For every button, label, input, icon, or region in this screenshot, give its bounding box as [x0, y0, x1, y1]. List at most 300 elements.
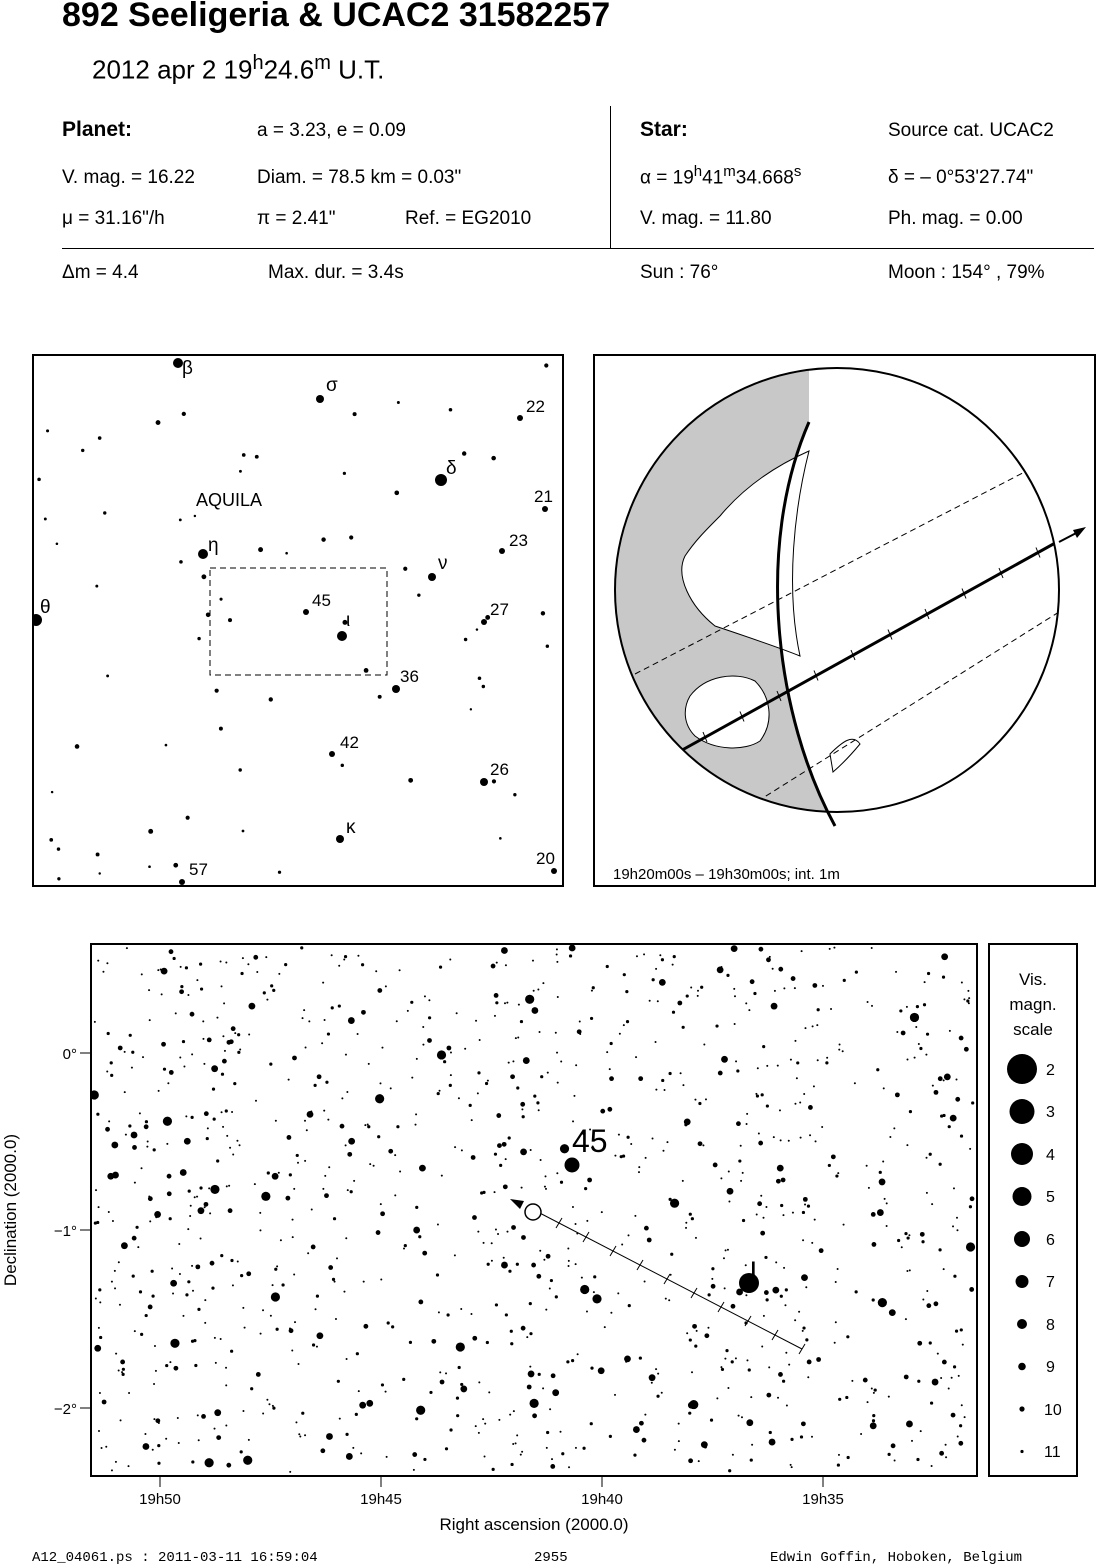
field-star: [185, 1293, 188, 1296]
field-star: [110, 1061, 113, 1064]
field-star: [385, 1391, 387, 1393]
field-star: [497, 1233, 499, 1235]
field-star: [99, 1301, 101, 1303]
field-star: [825, 1061, 828, 1064]
field-star: [171, 1268, 173, 1270]
field-star: [216, 1435, 221, 1440]
field-star: [477, 1092, 479, 1094]
finder-star: [481, 619, 487, 625]
field-star: [790, 1464, 792, 1466]
field-star: [461, 1149, 463, 1151]
field-star: [509, 1414, 511, 1416]
field-star: [678, 1423, 680, 1425]
field-star: [950, 1115, 957, 1122]
field-star: [590, 1367, 593, 1370]
field-star: [877, 1209, 884, 1216]
finder-starfield: [34, 356, 562, 885]
field-star: [515, 1037, 517, 1039]
planet-heading: Planet:: [62, 118, 133, 141]
field-star: [592, 1294, 601, 1303]
field-star: [872, 1298, 875, 1301]
field-star: [777, 1397, 779, 1399]
field-star: [246, 1271, 251, 1276]
field-star: [652, 1137, 654, 1139]
field-star: [390, 1087, 392, 1089]
field-star: [261, 1192, 270, 1201]
field-star: [296, 1154, 299, 1157]
finder-star: [403, 567, 407, 571]
finder-star: [470, 708, 472, 710]
field-star: [197, 1414, 199, 1416]
field-star: [275, 1120, 277, 1122]
field-star: [289, 1173, 292, 1176]
track-tick: [583, 1232, 589, 1242]
field-star: [153, 1148, 156, 1151]
field-star: [242, 1410, 244, 1412]
field-star: [628, 1304, 631, 1307]
field-star: [475, 1020, 477, 1022]
field-star: [387, 1321, 390, 1324]
field-star: [738, 1289, 740, 1291]
scale-dot: [1017, 1319, 1027, 1329]
field-star: [606, 965, 609, 968]
field-star: [92, 1090, 99, 1099]
field-star: [967, 990, 969, 992]
star-45: [565, 1158, 580, 1173]
field-star: [917, 1341, 922, 1346]
field-star: [169, 1070, 174, 1075]
field-star: [494, 993, 499, 998]
field-star: [413, 1469, 415, 1471]
field-star: [633, 1426, 640, 1433]
star-ra-s: s: [793, 163, 802, 180]
field-star: [909, 1269, 911, 1271]
field-star: [726, 974, 729, 977]
field-star: [220, 960, 222, 962]
field-star: [358, 1390, 360, 1392]
field-star: [312, 1343, 315, 1346]
field-star: [822, 985, 824, 987]
field-star: [248, 1439, 250, 1441]
field-star: [814, 1219, 816, 1221]
field-star: [336, 1257, 338, 1259]
footer-number: 2955: [534, 1550, 568, 1566]
field-star: [385, 985, 387, 987]
field-star: [166, 1143, 168, 1145]
field-star: [733, 988, 735, 990]
field-star: [206, 1137, 209, 1140]
field-star: [945, 1444, 947, 1446]
field-star: [530, 1149, 532, 1151]
field-star: [923, 1003, 926, 1006]
planet-parallax: π = 2.41": [257, 208, 336, 229]
finder-label-22: 22: [526, 397, 545, 416]
field-star: [678, 1440, 680, 1442]
finder-star: [478, 676, 482, 680]
field-star: [124, 1051, 126, 1053]
field-star: [867, 1001, 869, 1003]
field-star: [369, 1163, 371, 1165]
field-star: [402, 1378, 405, 1381]
scale-title-2: magn.: [1009, 995, 1057, 1014]
field-star: [932, 1379, 939, 1386]
field-star: [959, 1036, 964, 1041]
field-star: [357, 1033, 359, 1035]
field-star: [871, 1212, 876, 1217]
field-star: [698, 1141, 703, 1146]
field-star: [422, 1044, 424, 1046]
field-star: [211, 1286, 214, 1289]
field-star: [929, 1153, 932, 1156]
finder-star: [349, 535, 353, 539]
finder-star: [517, 415, 523, 421]
finder-star: [215, 689, 219, 693]
field-star: [941, 953, 948, 960]
field-star: [909, 1110, 912, 1113]
field-star: [586, 1220, 588, 1222]
field-star: [593, 1291, 595, 1293]
field-star: [357, 955, 359, 957]
field-star: [837, 1268, 839, 1270]
field-star: [788, 1364, 790, 1366]
field-star: [143, 1443, 150, 1450]
field-star: [419, 1165, 426, 1172]
field-star: [412, 1452, 417, 1457]
field-star: [960, 1134, 963, 1137]
field-star: [99, 1392, 101, 1394]
field-star: [811, 1242, 813, 1244]
field-star: [925, 1054, 927, 1056]
finder-star: [98, 436, 102, 440]
finder-star: [329, 751, 335, 757]
field-star: [766, 957, 771, 962]
star-dec: δ = – 0°53'27.74": [888, 167, 1034, 188]
scale-title-3: scale: [1013, 1020, 1053, 1039]
finder-star: [258, 547, 263, 552]
field-star: [682, 1026, 685, 1029]
field-star: [790, 1438, 793, 1441]
field-star: [807, 1205, 810, 1208]
field-star: [846, 1335, 849, 1338]
field-star: [639, 1356, 642, 1359]
field-star: [555, 1295, 558, 1298]
field-star: [794, 1040, 796, 1042]
field-star: [115, 1353, 117, 1355]
field-star: [373, 1165, 375, 1167]
field-star: [477, 1231, 479, 1233]
field-star: [788, 1140, 790, 1142]
chart-label-iota: ι: [750, 1251, 757, 1284]
field-star: [344, 955, 347, 958]
field-star: [745, 1002, 747, 1004]
field-star: [635, 1056, 637, 1058]
field-star: [713, 1163, 718, 1168]
scale-mag-11: 11: [1044, 1444, 1061, 1461]
star-ra-h: h: [693, 163, 703, 180]
field-star: [517, 1037, 519, 1039]
field-star: [617, 1292, 619, 1294]
field-star: [506, 1002, 508, 1004]
field-star: [226, 1135, 228, 1137]
hours-unit: h: [252, 52, 264, 74]
field-star: [708, 1293, 711, 1296]
field-star: [456, 1397, 459, 1400]
finder-star: [173, 863, 178, 868]
field-star: [215, 1362, 217, 1364]
finder-star: [269, 697, 273, 701]
field-star: [153, 1418, 155, 1420]
finder-label-21: 21: [534, 487, 553, 506]
field-star: [520, 1102, 525, 1107]
field-star: [760, 1195, 762, 1197]
field-star: [556, 961, 558, 963]
track-tick: [718, 1302, 724, 1312]
field-star: [146, 1146, 148, 1148]
field-star: [855, 971, 858, 974]
field-star: [914, 1057, 916, 1059]
field-star: [753, 992, 756, 995]
field-star: [204, 1202, 209, 1207]
finder-star: [228, 618, 232, 622]
field-star: [696, 1330, 698, 1332]
field-star: [190, 1205, 192, 1207]
field-star: [686, 1332, 688, 1334]
field-star: [170, 1280, 177, 1287]
field-star: [610, 1042, 613, 1045]
field-star: [191, 1460, 194, 1463]
field-star: [214, 1428, 216, 1430]
finder-star: [394, 491, 399, 496]
field-star: [785, 1288, 788, 1291]
magnitude-drop: Δm = 4.4: [62, 262, 139, 283]
field-star: [250, 1387, 253, 1390]
scale-dot: [1010, 1099, 1035, 1124]
field-star: [704, 1333, 709, 1338]
field-star: [454, 1146, 456, 1148]
finder-star: [476, 628, 478, 630]
field-star: [270, 1315, 272, 1317]
field-star: [167, 1191, 172, 1196]
field-star: [460, 1308, 462, 1310]
finder-star: [148, 865, 151, 868]
field-star: [969, 1287, 974, 1292]
scale-mag-5: 5: [1046, 1189, 1055, 1206]
event-date: 2012 apr 2 19: [92, 54, 253, 85]
field-star: [568, 1260, 570, 1262]
field-star: [523, 1057, 530, 1064]
field-star: [148, 989, 150, 991]
field-star: [614, 1394, 616, 1396]
field-star: [115, 1461, 117, 1463]
field-star: [944, 1073, 951, 1080]
finder-label-eta: η: [208, 535, 219, 556]
field-star: [692, 1324, 697, 1329]
field-star: [575, 1263, 577, 1265]
field-star: [508, 1062, 510, 1064]
field-star: [807, 1360, 812, 1365]
field-star: [872, 1242, 877, 1247]
field-star: [497, 1143, 502, 1148]
track-tick: [772, 1330, 778, 1340]
field-star: [538, 1109, 540, 1111]
field-star: [551, 1458, 553, 1460]
field-star: [394, 1194, 396, 1196]
field-star: [661, 1392, 663, 1394]
field-star: [784, 1304, 786, 1306]
finder-star: [482, 685, 485, 688]
field-star: [771, 1003, 778, 1010]
field-star: [649, 1374, 656, 1381]
field-star: [920, 1430, 922, 1432]
path-arrow-head: [1073, 527, 1086, 538]
field-star: [736, 1121, 741, 1126]
field-star: [470, 1313, 472, 1315]
field-star: [728, 1170, 730, 1172]
field-star: [213, 1118, 216, 1121]
field-star: [777, 1165, 784, 1172]
field-star: [377, 988, 382, 993]
finder-star: [198, 549, 208, 559]
field-star: [187, 994, 189, 996]
field-star: [418, 1235, 421, 1238]
field-star: [740, 1180, 742, 1182]
field-star: [550, 1279, 553, 1282]
field-star: [469, 1104, 472, 1107]
field-star: [764, 1290, 769, 1295]
field-star: [956, 1217, 958, 1219]
field-star: [207, 1038, 212, 1043]
field-star: [677, 1001, 682, 1006]
field-star: [325, 1081, 328, 1084]
field-star: [272, 1405, 274, 1407]
field-star: [440, 1380, 445, 1385]
field-star: [791, 1466, 793, 1468]
globe-caption: 19h20m00s – 19h30m00s; int. 1m: [613, 866, 840, 883]
field-star: [539, 1250, 541, 1252]
footer-author: Edwin Goffin, Hoboken, Belgium: [770, 1550, 1023, 1566]
field-star: [769, 1431, 772, 1434]
field-star: [409, 1341, 412, 1344]
field-star: [367, 1125, 370, 1128]
field-star: [969, 1148, 971, 1150]
finder-star: [462, 451, 466, 455]
field-star: [169, 949, 174, 954]
field-star: [256, 1372, 261, 1377]
field-star: [906, 1236, 909, 1239]
field-star: [742, 1219, 745, 1222]
field-star: [199, 1186, 202, 1189]
field-star: [542, 1387, 544, 1389]
field-star: [568, 1466, 570, 1468]
field-star: [644, 1280, 646, 1282]
field-star: [799, 1102, 801, 1104]
field-star: [874, 1388, 877, 1391]
field-star: [843, 979, 846, 982]
field-star: [317, 1074, 322, 1079]
field-star: [95, 1297, 97, 1299]
finder-star: [353, 412, 357, 416]
field-star: [289, 1327, 291, 1329]
field-star: [758, 1141, 763, 1146]
field-star: [450, 1051, 452, 1053]
field-star: [379, 1082, 381, 1084]
target-star-marker: [525, 1204, 541, 1220]
field-star: [680, 1072, 682, 1074]
field-star: [930, 1401, 933, 1404]
field-star: [926, 1033, 929, 1036]
field-star: [625, 1361, 627, 1363]
track-tick: [637, 1260, 643, 1270]
field-star: [924, 981, 926, 983]
field-star: [838, 1049, 840, 1051]
field-star: [352, 1447, 354, 1449]
field-star: [540, 1159, 542, 1161]
landmass-nz: [830, 739, 860, 772]
field-star: [568, 1265, 570, 1267]
finder-star: [148, 829, 153, 834]
scale-dot: [1014, 1231, 1030, 1247]
y-tick-label-2: −2°: [53, 1401, 77, 1418]
field-star: [128, 1124, 131, 1127]
field-star: [244, 1327, 246, 1329]
detail-area-box: [210, 568, 387, 675]
field-star: [674, 1449, 676, 1451]
field-star: [184, 1138, 191, 1145]
field-star: [226, 1185, 228, 1187]
field-star: [225, 1367, 227, 1369]
scale-mag-8: 8: [1046, 1317, 1055, 1334]
event-datetime: [92, 52, 384, 86]
field-star: [118, 1261, 120, 1263]
footer-file: A12_04061.ps : 2011-03-11 16:59:04: [32, 1550, 318, 1566]
field-star: [98, 1288, 101, 1291]
field-star: [536, 1101, 539, 1104]
field-star: [307, 1111, 314, 1118]
field-star: [634, 1215, 636, 1217]
field-star: [161, 968, 168, 975]
field-star: [690, 986, 692, 988]
field-star: [305, 1047, 307, 1049]
finder-star: [156, 420, 161, 425]
field-star: [487, 1263, 490, 1266]
field-star: [906, 1144, 908, 1146]
field-star: [182, 1040, 185, 1043]
finder-star: [186, 816, 190, 820]
field-star: [134, 1330, 136, 1332]
field-star: [672, 964, 674, 966]
field-star: [728, 1469, 731, 1472]
field-star: [786, 1404, 788, 1406]
field-star: [361, 1010, 366, 1015]
field-star: [272, 1407, 275, 1410]
field-star: [741, 1416, 743, 1418]
field-star: [871, 1005, 873, 1007]
x-tick-label-3: 19h35: [802, 1491, 844, 1508]
field-star: [710, 1418, 713, 1421]
star-vmag: V. mag. = 11.80: [640, 208, 772, 229]
field-star: [311, 1209, 313, 1211]
field-star: [228, 1208, 233, 1213]
field-star: [445, 1372, 447, 1374]
field-star: [627, 1136, 630, 1139]
field-star: [831, 1154, 836, 1159]
finder-star: [96, 853, 100, 857]
field-star: [198, 1439, 200, 1441]
y-tick-label-0: 0°: [62, 1046, 77, 1063]
field-star: [341, 1097, 343, 1099]
finder-star: [219, 727, 223, 731]
field-star: [422, 1251, 427, 1256]
